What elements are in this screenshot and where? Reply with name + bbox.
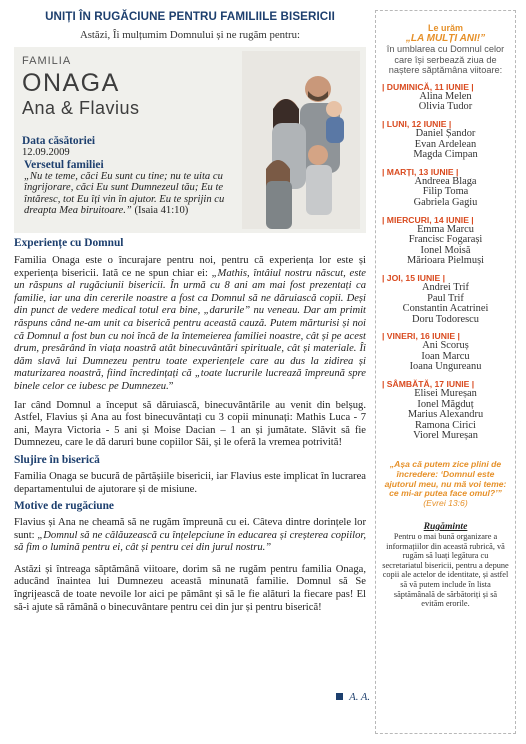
birthday-name: Magda Cimpan (413, 149, 478, 161)
birthday-name: Mărioara Pielmuși (406, 255, 485, 267)
prayer-quote: „Domnul să ne călăuzească cu înțelepciune în educarea și creșterea copiilor, să fim o lumină pentru ei, cât și pentru cei din jurul nostru.” (14, 529, 366, 554)
signature-square-icon (336, 693, 343, 700)
sidebar-quote (382, 460, 509, 509)
birthday-day (382, 379, 509, 442)
verse-reference: (Isaia 41:10) (131, 204, 189, 216)
birthday-name: Evan Ardelean (414, 138, 477, 150)
sidebar-quote-ref: (Evrei 13:6) (423, 498, 468, 509)
signature-text: A. A. (349, 692, 370, 703)
page-title: UNIȚI ÎN RUGĂCIUNE PENTRU FAMILIILE BISERICII (45, 10, 335, 23)
birthday-name: Paul Trif (427, 292, 464, 304)
service-heading: Slujire în biserică (14, 453, 100, 466)
birthday-day-label: | MARȚI, 13 IUNIE | (382, 166, 459, 177)
birthday-name: Andrei Trif (421, 281, 470, 293)
birthday-day-label: | LUNI, 12 IUNIE | (382, 118, 452, 129)
experience-quote: „Mathis, întâiul nostru născut, este un răspuns al rugăciunii bisericii. În urmă cu 8 ani am mai fost prezentați ca familie, iar una din cererile noastre a fost ca Domnul să ne dăruiască copii. Deși din punct de vedere medical totul era bine, „darurile” nu veneau. Dar am primit răspuns când ne-am unit ca biserică pentru această cauză. Putem mărturisi și noi că Domnul a fost bun cu noi încă de la întemeierea familiei noastre, cât și pe acest drum, presărând în viața noastră atât binecuvântări spirituale, cât și materiale. Îi dăm slavă lui Dumnezeu pentru toate experiențele care au dus la zidirea și maturizarea noastră, fiind încredințați că „toate lucrurile lucrează împreună spre binele celor ce iubesc pe Dumnezeu. (14, 267, 366, 392)
verse-quote: „Nu te teme, căci Eu sunt cu tine; nu te uita cu îngrijorare, căci Eu sunt Dumnezeul tău; Eu te întăresc, tot Eu îți vin în ajutor. Eu te sprijin cu dreapta Mea biruitoare.” (24, 171, 225, 216)
birthday-day-label: | MIERCURI, 14 IUNIE | (382, 214, 474, 225)
family-verse (24, 159, 244, 216)
main-column (14, 10, 370, 703)
verse-label: Versetul familiei (24, 159, 104, 171)
marriage-label: Data căsătoriei (22, 135, 96, 147)
birthday-name: Alina Melen (419, 90, 472, 102)
family-couple: Ana & Flavius (22, 98, 140, 118)
prayer-heading: Motive de rugăciune (14, 500, 114, 513)
verse-text (24, 171, 244, 216)
signature (336, 692, 370, 703)
birthday-name: Olivia Tudor (418, 101, 473, 113)
family-photo (242, 51, 360, 229)
birthday-name: Francisc Fogarași (408, 234, 483, 246)
birthday-day (382, 215, 509, 267)
birthday-name: Ioan Marcu (421, 350, 470, 362)
birthday-name: Constantin Acatrinei (402, 303, 489, 315)
page-subtitle: Astăzi, Îi mulțumim Domnului și ne rugăm pentru: (79, 29, 301, 41)
birthday-day-label: | DUMINICĂ, 11 IUNIE | (382, 81, 474, 92)
experience-paragraph-2: Iar când Domnul a început să dăruiască, binecuvântările au venit din belșug. Astfel, Flavius și Ana au fost binecuvântați cu 3 copii minunați: Mathis Luca - 7 ani, Mayra Victoria - 5 ani și Moise Dacian – 1 an și jumătate. Slăvit să fie Dumnezeu, care le dă daruri bune copiilor Săi, și le oferă la vremea potrivită! (14, 399, 366, 449)
birthday-name: Andreea Blaga (414, 175, 477, 187)
birthday-name: Ionel Măgduț (417, 398, 474, 410)
service-paragraph: Familia Onaga se bucură de părtășiile bisericii, iar Flavius este implicat în lucrarea departamentului de ajutorare și de misiune. (14, 470, 366, 495)
birthday-name: Gabriela Gagiu (413, 196, 478, 208)
family-name-block (22, 55, 172, 158)
prayer-paragraph (14, 517, 366, 555)
birthday-name: Viorel Mureșan (413, 430, 478, 442)
family-banner (14, 47, 366, 233)
sidebar-intro-3: în umblarea cu Domnul celor care își serbează ziua de naștere săptămâna viitoare: (386, 44, 505, 76)
birthday-name: Ionel Moisă (420, 244, 471, 256)
family-label: FAMILIA (22, 55, 72, 67)
birthday-name: Doru Todorescu (412, 313, 479, 325)
birthday-day (382, 119, 509, 161)
note-title: Rugăminte (423, 521, 468, 533)
birthday-day (382, 82, 509, 113)
sidebar-intro-2: „LA MULȚI ANI!” (405, 33, 486, 44)
birthday-name: Daniel Șandor (415, 127, 476, 139)
birthday-name: Elisei Mureșan (414, 388, 477, 400)
note-text: Pentru o mai bună organizare a informațiilor din această rubrică, vă rugăm să luați legătura cu secretariatul bisericii, pentru a depune copii ale actelor de identitate, și astfel să vă putem include în lista săptămânală de sărbătoriți și să evităm erorile. (382, 532, 509, 609)
family-surname: ONAGA (22, 69, 120, 97)
birthday-name: Marius Alexandru (407, 409, 484, 421)
birthday-name: Ramona Cirici (415, 419, 476, 431)
birthday-sidebar (375, 10, 516, 734)
marriage-date: 12.09.2009 (22, 147, 70, 158)
closing-text: Astăzi și întreaga săptămână viitoare, dorim să ne rugăm pentru familia Onaga, aducând înaintea lui Dumnezeu această minunată familie. Domnul să Se îngrijească de toate nevoile lor aici pe pământ și să le fie alături la fiecare pas! El să-i ajute să rămână o binecuvântare pentru cei din jur și pentru biserică! (14, 563, 366, 613)
birthday-day-label: | VINERI, 16 IUNIE | (382, 331, 460, 342)
experience-intro: Familia Onaga este o încurajare pentru noi, pentru că experiența lor este și experiența bisericii. Iată ce ne spun chiar ei: (14, 255, 366, 279)
sidebar-quote-text: „Așa că putem zice plini de încredere: ‘Domnul este ajutorul meu, nu mă voi teme: ce mi-ar putea face omul?’” (384, 459, 507, 499)
family-photo-illustration (242, 51, 360, 229)
birthday-name: Ani Scoruș (422, 340, 469, 352)
birthday-day-label: | SÂMBĂTĂ, 17 IUNIE | (382, 379, 475, 390)
birthday-day (382, 273, 509, 325)
birthday-name: Emma Marcu (417, 223, 474, 235)
birthday-day (382, 167, 509, 209)
experience-heading: Experiențe cu Domnul (14, 237, 124, 249)
closing-paragraph (14, 564, 366, 614)
sidebar-content (376, 11, 515, 613)
birthday-name: Ioana Ungureanu (409, 361, 482, 373)
birthday-name: Filip Toma (422, 186, 469, 198)
experience-paragraph-1 (14, 255, 366, 394)
experience-quote-end: ” (168, 380, 174, 392)
birthday-list (382, 82, 509, 442)
birthday-day (382, 331, 509, 373)
birthday-day-label: | JOI, 15 IUNIE | (382, 272, 446, 283)
sidebar-intro-1: Le urăm (427, 23, 463, 33)
prayer-intro: Flavius și Ana ne cheamă să ne rugăm împreună cu ei. Câteva dintre dorințele lor sunt: (14, 517, 366, 541)
